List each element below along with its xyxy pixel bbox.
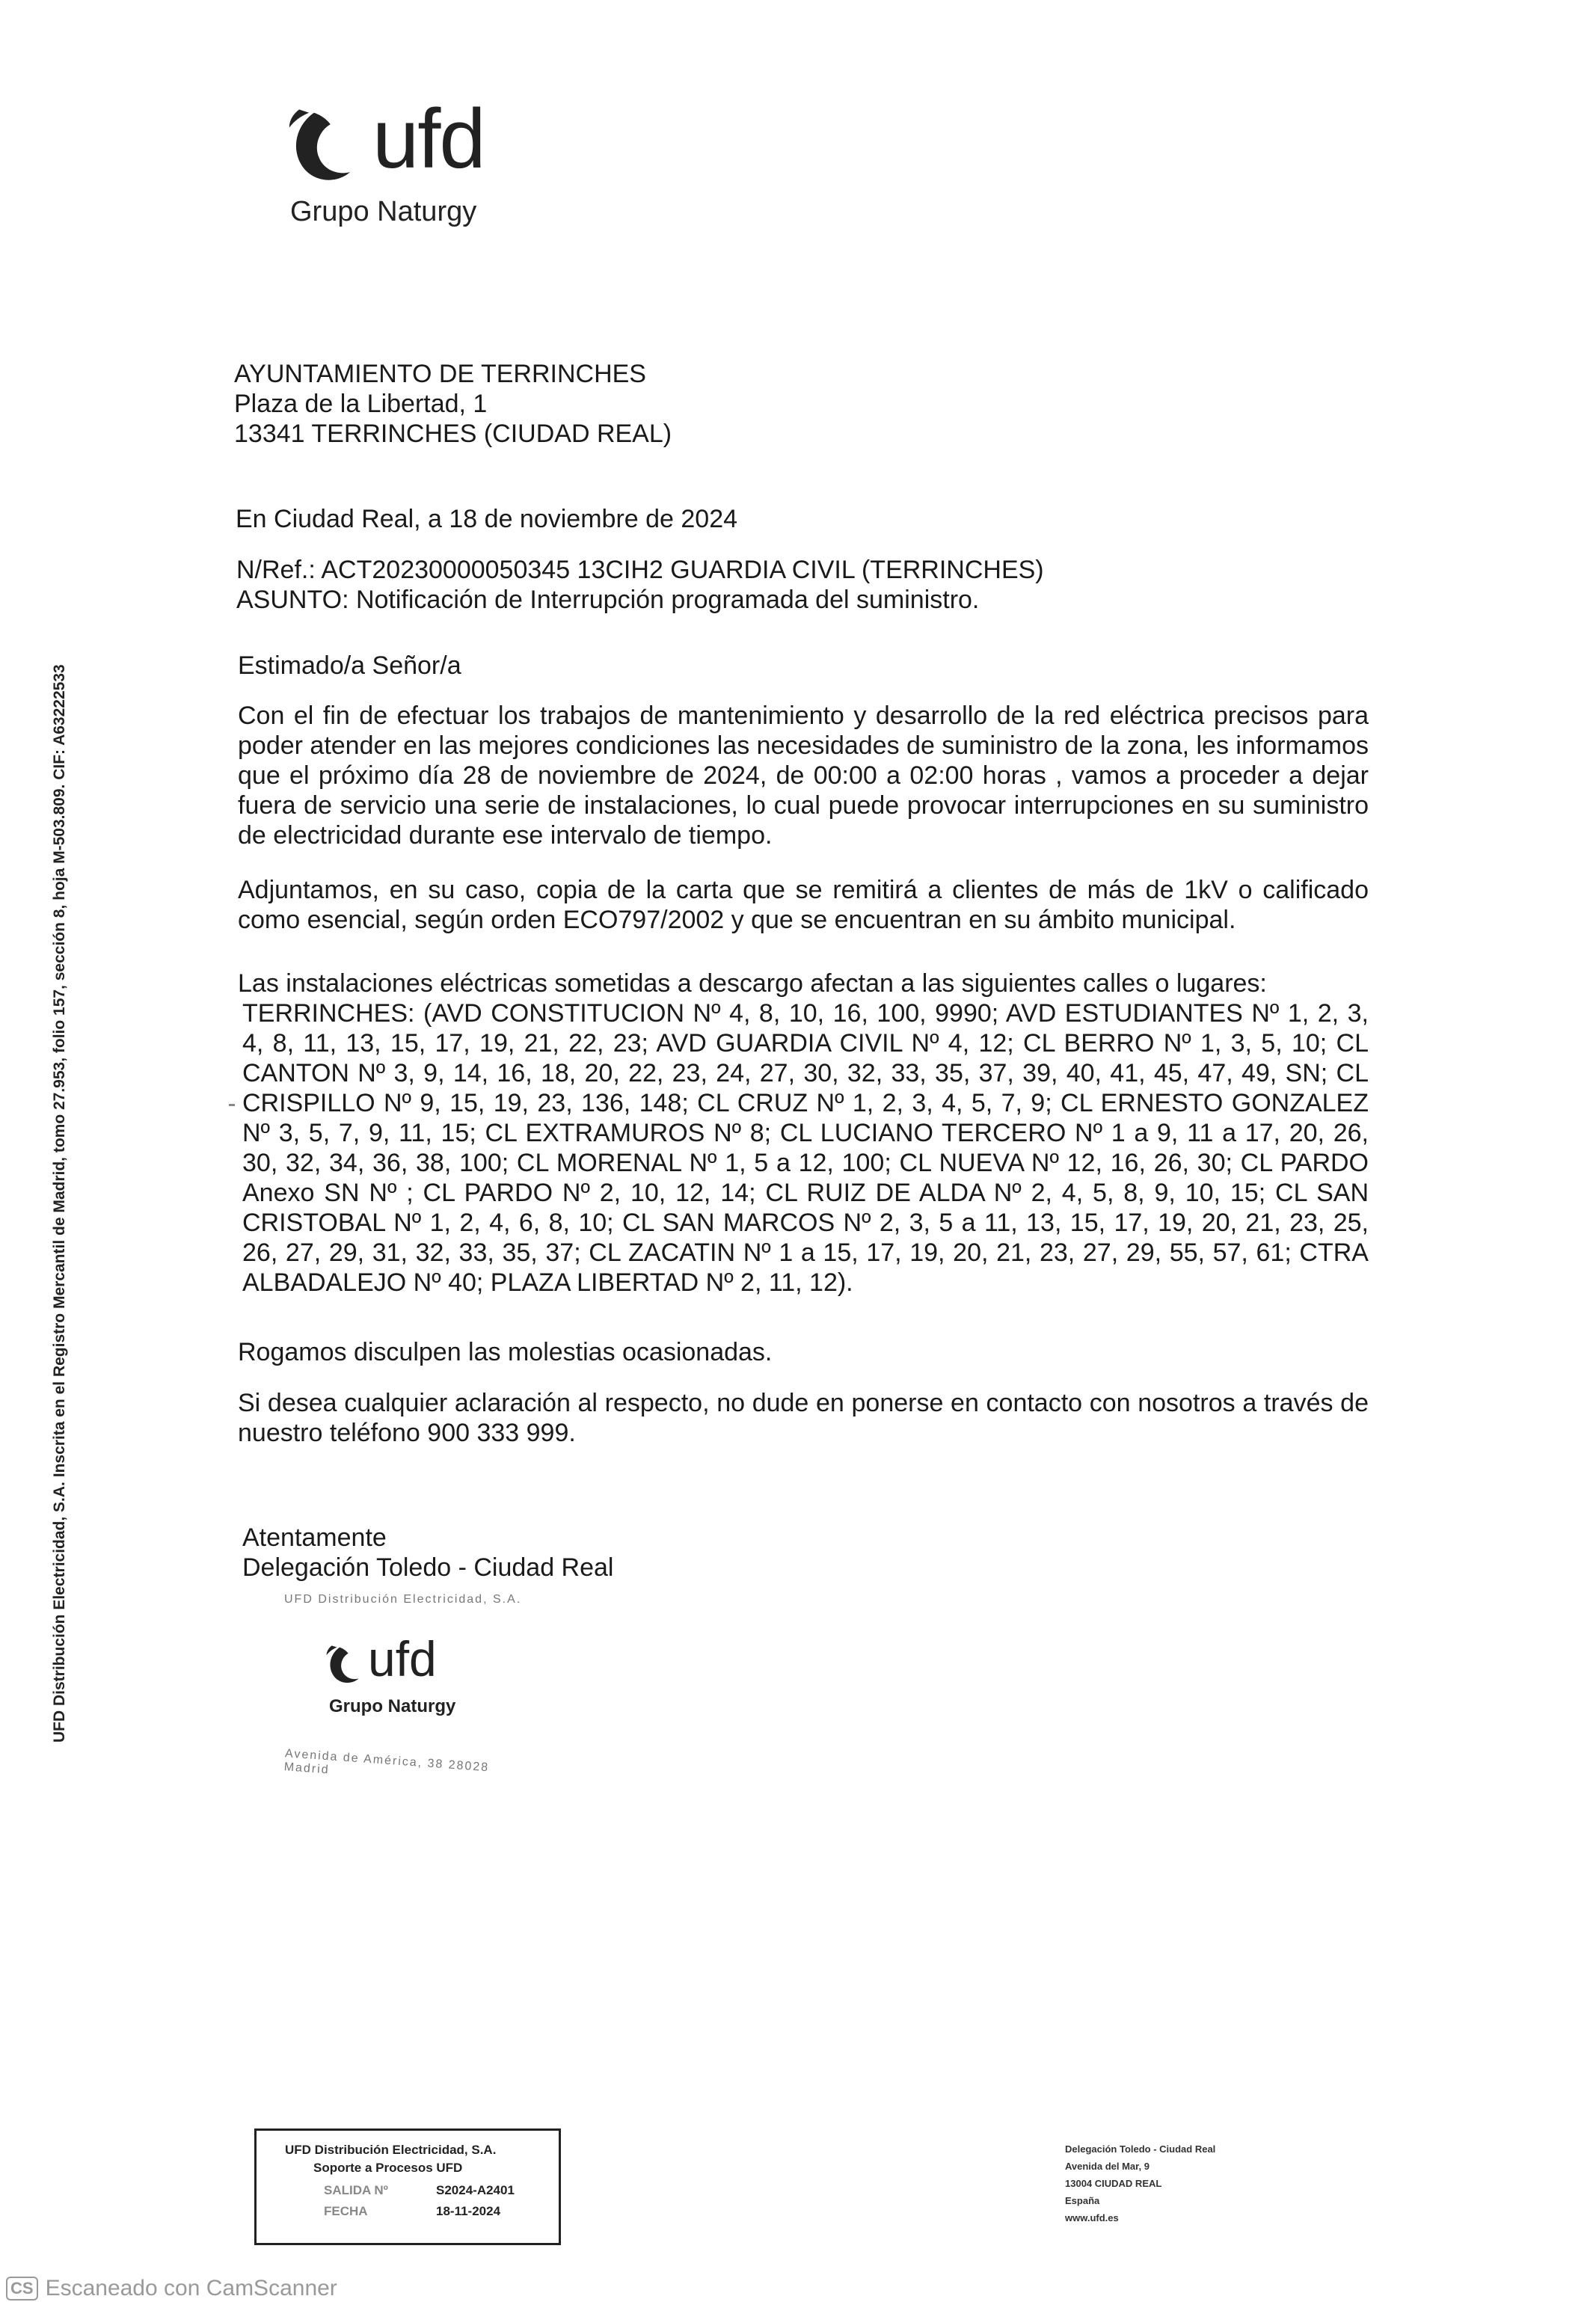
- address-line: AYUNTAMIENTO DE TERRINCHES: [234, 360, 646, 388]
- paragraph-contact: Si desea cualquier aclaración al respecto, no dude en ponerse en contacto con nosotros a través de nuestro teléfono 900 333 999.: [238, 1389, 1369, 1447]
- registry-stamp-box: [254, 2128, 561, 2245]
- watermark-text: Escaneado con CamScanner: [45, 2276, 337, 2301]
- recipient-address: [234, 359, 907, 449]
- footer-line: España: [1065, 2195, 1100, 2206]
- reference-block: [236, 555, 1209, 615]
- stamp-crescent-icon: [323, 1644, 366, 1687]
- closing-block: [242, 1523, 766, 1583]
- date-line: En Ciudad Real, a 18 de noviembre de 2024: [236, 505, 738, 533]
- stamp-ring-bottom: Avenida de América, 38 28028 Madrid: [283, 1747, 490, 1777]
- delegation-footer: [1065, 2140, 1304, 2226]
- registry-fecha-label: FECHA: [324, 2204, 368, 2218]
- company-stamp: [254, 1593, 538, 1795]
- greeting: Estimado/a Señor/a: [238, 651, 461, 680]
- logo-wordmark: ufd: [372, 92, 485, 185]
- paragraph-maintenance: Con el fin de efectuar los trabajos de mantenimiento y desarrollo de la red eléctrica precisos para poder atender en las mejores condiciones las necesidades de suministro de la zona, les informamos que el próximo día 28 de noviembre de 2024, de 00:00 a 02:00 horas , vamos a proceder a dejar fuera de servicio una serie de instalaciones, lo cual puede provocar interrupciones en su suministro de electricidad durante ese intervalo de tiempo.: [238, 702, 1369, 850]
- stamp-ring-top: UFD Distribución Electricidad, S.A.: [284, 1593, 522, 1606]
- closing-salutation: Atentamente: [242, 1523, 387, 1552]
- camscanner-icon: CS: [6, 2277, 38, 2301]
- footer-line: www.ufd.es: [1065, 2212, 1119, 2223]
- side-legal-text: UFD Distribución Electricidad, S.A. Inscrita en el Registro Mercantil de Madrid, tomo 27.953, folio 157, sección 8, hoja M-503.809. CIF: A63222533: [51, 664, 68, 1743]
- footer-line: 13004 CIUDAD REAL: [1065, 2178, 1162, 2189]
- footer-line: Avenida del Mar, 9: [1065, 2161, 1150, 2172]
- registry-company: UFD Distribución Electricidad, S.A.: [285, 2143, 497, 2157]
- registry-fecha-value: 18-11-2024: [436, 2204, 501, 2218]
- ufd-logo: [277, 92, 516, 239]
- scan-mark: [229, 1104, 235, 1106]
- logo-group-name: Grupo Naturgy: [290, 196, 477, 227]
- reference-number: N/Ref.: ACT20230000050345 13CIH2 GUARDIA CIVIL (TERRINCHES): [236, 556, 1044, 584]
- paragraph-apology: Rogamos disculpen las molestias ocasionadas.: [238, 1338, 773, 1366]
- address-line: Plaza de la Libertad, 1: [234, 390, 488, 418]
- address-line: 13341 TERRINCHES (CIUDAD REAL): [234, 420, 672, 448]
- footer-line: Delegación Toledo - Ciudad Real: [1065, 2143, 1216, 2155]
- registry-salida-value: S2024-A2401: [436, 2183, 515, 2197]
- streets-intro: Las instalaciones eléctricas sometidas a descargo afectan a las siguientes calles o lugares:: [238, 969, 1267, 998]
- stamp-wordmark: ufd: [368, 1631, 437, 1686]
- subject-line: ASUNTO: Notificación de Interrupción programada del suministro.: [236, 586, 980, 614]
- closing-signature: Delegación Toledo - Ciudad Real: [242, 1553, 614, 1582]
- camscanner-watermark: [6, 2275, 337, 2302]
- registry-salida-label: SALIDA Nº: [324, 2183, 388, 2197]
- streets-list: TERRINCHES: (AVD CONSTITUCION Nº 4, 8, 10, 16, 100, 9990; AVD ESTUDIANTES Nº 1, 2, 3, 4, 8, 11, 13, 15, 17, 19, 21, 22, 23; AVD GUARDIA CIVIL Nº 4, 12; CL BERRO Nº 1, 3, 5, 10; CL CANTON Nº 3, 9, 14, 16, 18, 20, 22, 23, 24, 27, 30, 32, 33, 35, 37, 39, 40, 41, 45, 47, 49, SN; CL CRISPILLO Nº 9, 15, 19, 23, 136, 148; CL CRUZ Nº 1, 2, 3, 4, 5, 7, 9; CL ERNESTO GONZALEZ Nº 3, 5, 7, 9, 11, 15; CL EXTRAMUROS Nº 8; CL LUCIANO TERCERO Nº 1 a 9, 11 a 17, 20, 26, 30, 32, 34, 36, 38, 100; CL MORENAL Nº 1, 5 a 12, 100; CL NUEVA Nº 12, 16, 26, 30; CL PARDO Anexo SN Nº ; CL PARDO Nº 2, 10, 12, 14; CL RUIZ DE ALDA Nº 2, 4, 5, 8, 9, 10, 15; CL SAN CRISTOBAL Nº 1, 2, 4, 6, 8, 10; CL SAN MARCOS Nº 2, 3, 5 a 11, 13, 15, 17, 19, 20, 21, 23, 25, 26, 27, 29, 31, 32, 33, 35, 37; CL ZACATIN Nº 1 a 15, 17, 19, 20, 21, 23, 27, 29, 55, 57, 61; CTRA ALBADALEJO Nº 40; PLAZA LIBERTAD Nº 2, 11, 12).: [242, 999, 1369, 1297]
- registry-department: Soporte a Procesos UFD: [313, 2161, 463, 2175]
- stamp-group-name: Grupo Naturgy: [329, 1696, 456, 1716]
- paragraph-attachment: Adjuntamos, en su caso, copia de la carta que se remitirá a clientes de más de 1kV o calificado como esencial, según orden ECO797/2002 y que se encuentran en su ámbito municipal.: [238, 876, 1369, 934]
- paragraph-affected-streets: [238, 969, 1369, 1298]
- ufd-crescent-icon: [283, 106, 365, 188]
